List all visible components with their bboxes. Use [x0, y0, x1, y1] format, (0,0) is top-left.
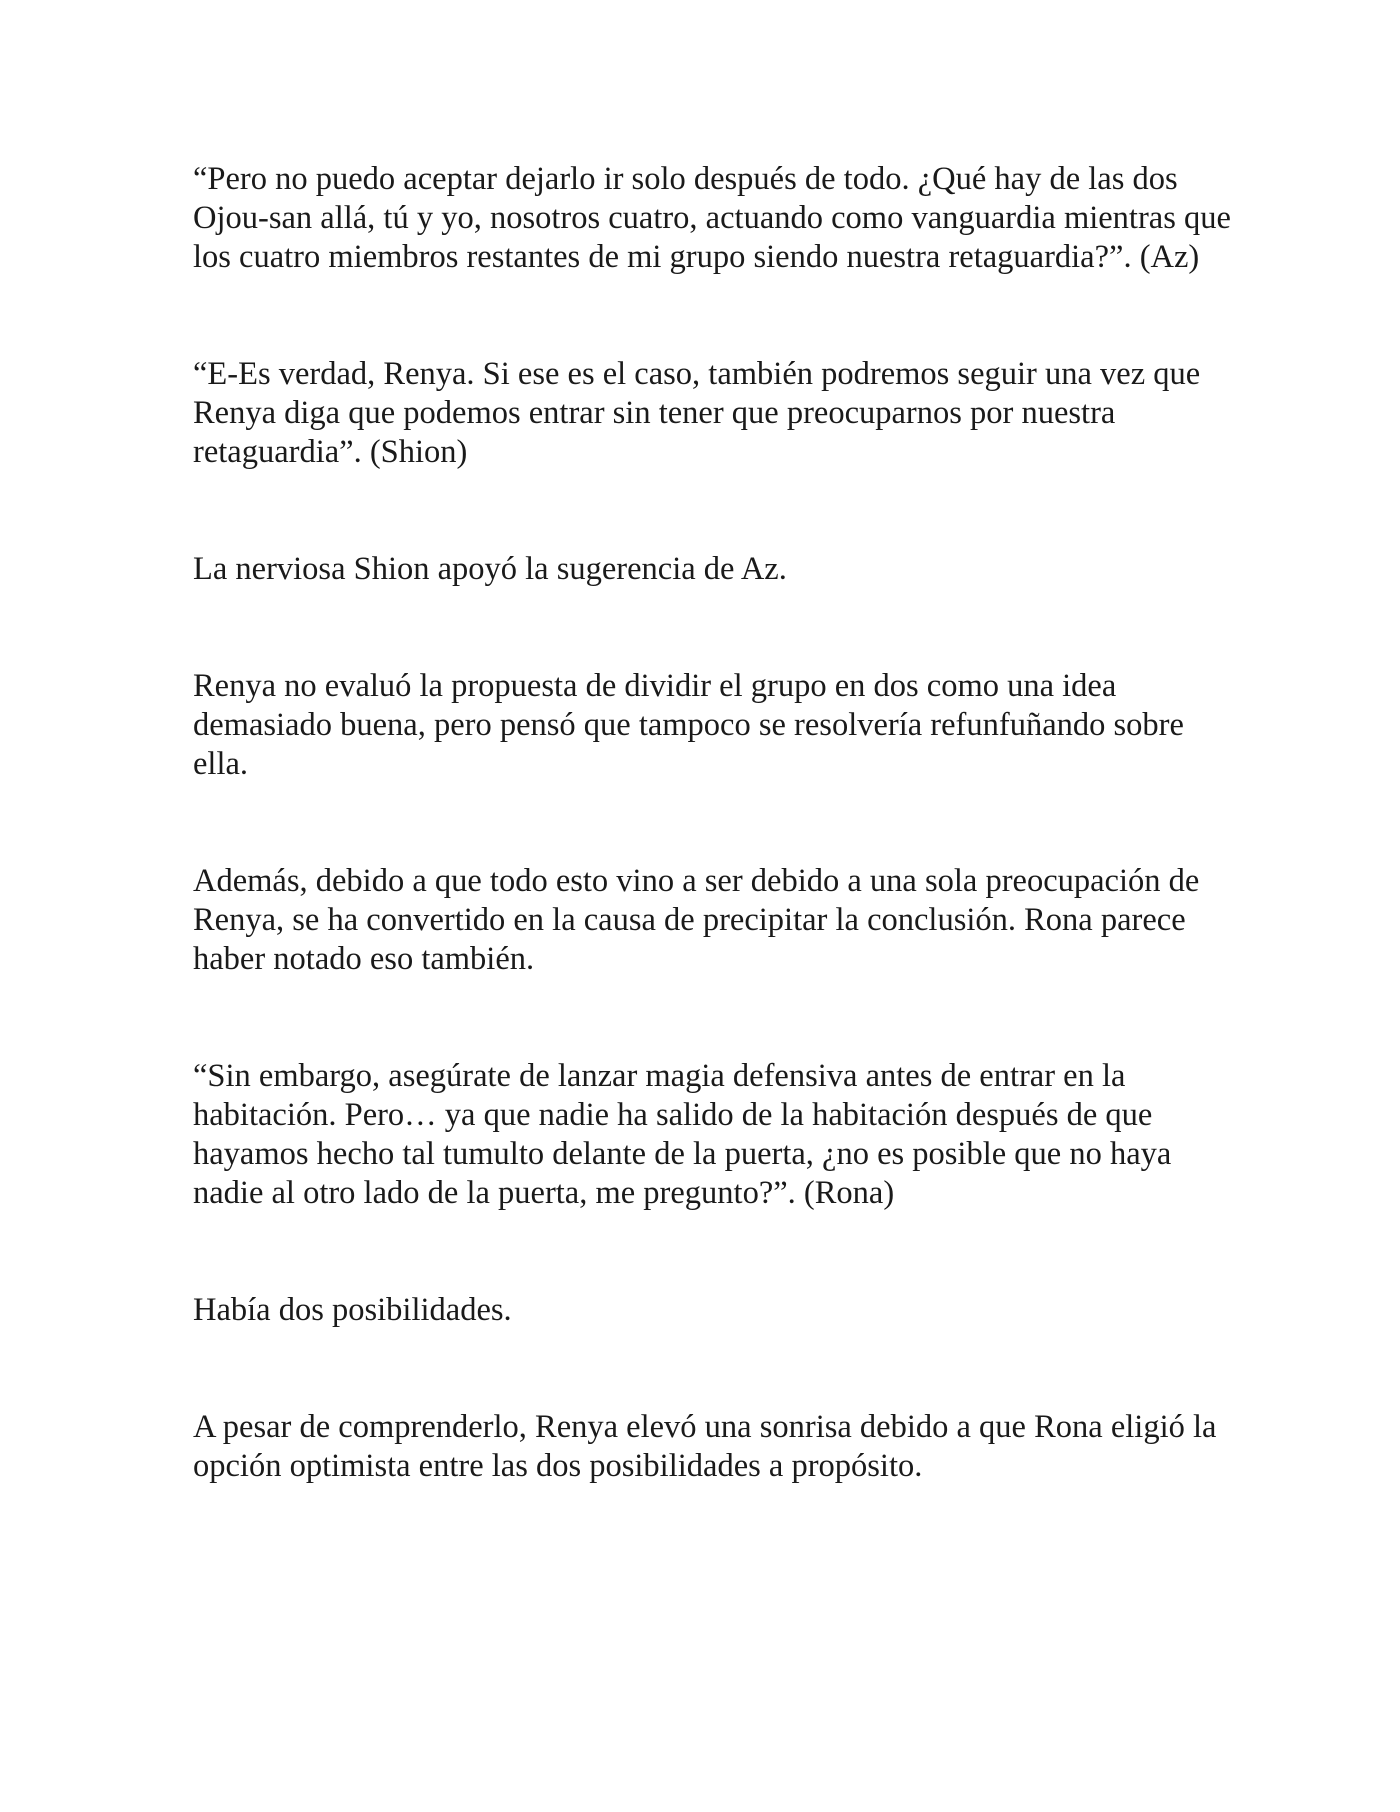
paragraph-renya-smile: A pesar de comprenderlo, Renya elevó una sonrisa debido a que Rona eligió la opción optimista entre las dos posibilidades a propósito.: [193, 1409, 1217, 1484]
paragraph-shion-supports: La nerviosa Shion apoyó la sugerencia de Az.: [193, 551, 787, 587]
paragraph-shion-dialogue: “E-Es verdad, Renya. Si ese es el caso, también podremos seguir una vez que Renya diga que podemos entrar sin tener que preocuparnos por nuestra retaguardia”. (Shion): [193, 356, 1201, 470]
paragraph-renya-evaluation: Renya no evaluó la propuesta de dividir el grupo en dos como una idea demasiado buena, pero pensó que tampoco se resolvería refunfuñando sobre ella.: [193, 668, 1184, 782]
paragraph-two-possibilities: Había dos posibilidades.: [193, 1292, 512, 1328]
body-text: [193, 160, 1233, 1486]
paragraph-az-dialogue: “Pero no puedo aceptar dejarlo ir solo después de todo. ¿Qué hay de las dos Ojou-san allá, tú y yo, nosotros cuatro, actuando como vanguardia mientras que los cuatro miembros restantes de mi grupo siendo nuestra retaguardia?”. (Az): [193, 161, 1231, 275]
paragraph-conclusion: Además, debido a que todo esto vino a ser debido a una sola preocupación de Renya, se ha convertido en la causa de precipitar la conclusión. Rona parece haber notado eso también.: [193, 863, 1200, 977]
paragraph-rona-dialogue: “Sin embargo, asegúrate de lanzar magia defensiva antes de entrar en la habitación. Pero… ya que nadie ha salido de la habitación después de que hayamos hecho tal tumulto delante de la puerta, ¿no es posible que no haya nadie al otro lado de la puerta, me pregunto?”. (Rona): [193, 1058, 1172, 1211]
